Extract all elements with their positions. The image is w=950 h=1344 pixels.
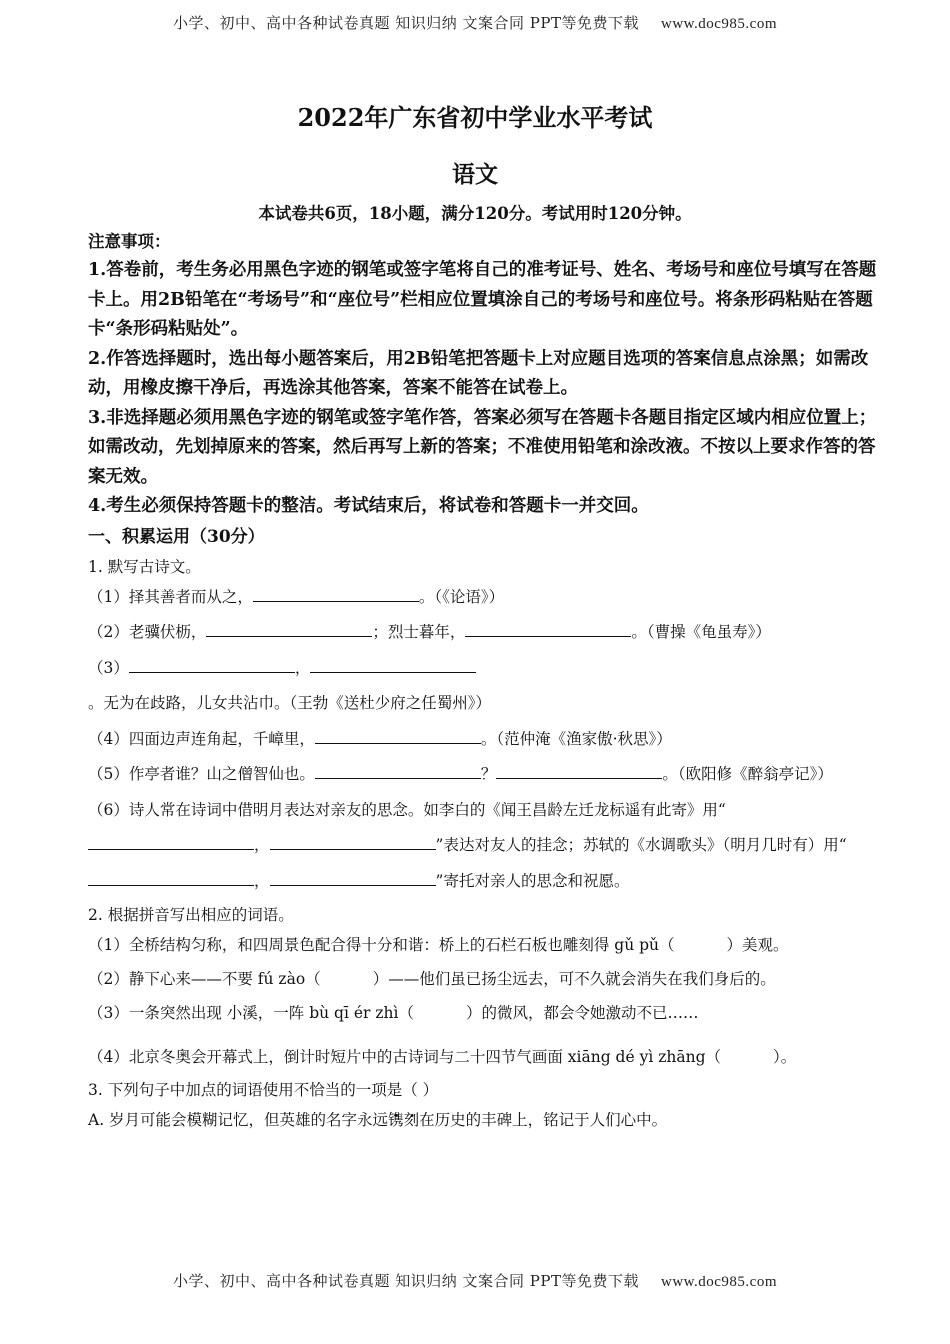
note-item: 2.作答选择题时，选出每小题答案后，用2B铅笔把答题卡上对应题目选项的答案信息点涂黑；如需改动，用橡皮擦干净后，再选涂其他答案，答案不能答在试卷上。 bbox=[88, 348, 869, 398]
section-heading: 一、积累运用（30分） bbox=[88, 526, 265, 547]
answer-blank[interactable] bbox=[315, 764, 481, 779]
note-item: 3.非选择题必须用黑色字迹的钢笔或签字笔作答，答案必须写在答题卡各题目指定区域内相应位置上；如需改动，先划掉原来的答案，然后再写上新的答案；不准使用铅笔和涂改液。不按以上要求作答的答案无效。 bbox=[88, 407, 877, 487]
dotted-char: 镌 bbox=[388, 1111, 404, 1129]
q1-item-1: （1）择其善者而从之， 。（《论语》） bbox=[88, 587, 505, 606]
answer-blank[interactable] bbox=[270, 871, 436, 886]
question-3-stem: 3. 下列句子中加点的词语使用不恰当的一项是（ ） bbox=[88, 1081, 439, 1099]
note-item: 4.考生必须保持答题卡的整洁。考试结束后，将试卷和答题卡一并交回。 bbox=[88, 496, 649, 516]
header-site[interactable]: www.doc985.com bbox=[660, 16, 777, 32]
answer-blank[interactable] bbox=[315, 729, 481, 744]
answer-blank[interactable] bbox=[465, 622, 631, 637]
page-footer bbox=[0, 1270, 950, 1291]
answer-blank[interactable] bbox=[310, 658, 476, 673]
exam-subject: 语文 bbox=[452, 161, 498, 188]
q2-item-4: （4）北京冬奥会开幕式上，倒计时短片中的古诗词与二十四节气画面 xiāng dé yì zhāng（ ）。 bbox=[88, 1048, 797, 1066]
answer-blank[interactable] bbox=[129, 658, 295, 673]
q3-option-a: A. 岁月可能会模糊记忆，但英雄的名字永远镌刻在历史的丰碑上，铭记于人们心中。 bbox=[88, 1111, 668, 1129]
answer-blank[interactable] bbox=[88, 871, 254, 886]
notes-heading: 注意事项： bbox=[88, 232, 171, 251]
page-header bbox=[0, 12, 950, 33]
q1-item-4: （4）四面边声连角起，千嶂里， 。（范仲淹《渔家傲·秋思》） bbox=[88, 729, 672, 748]
note-item: 1.答卷前，考生务必用黑色字迹的钢笔或签字笔将自己的准考证号、姓名、考场号和座位号填写在答题卡上。用2B铅笔在“考场号”和“座位号”栏相应位置填涂自己的考场号和座位号。将条形码粘贴在答题卡“条形码粘贴处”。 bbox=[88, 260, 877, 339]
question-1-stem: 1. 默写古诗文。 bbox=[88, 557, 201, 576]
answer-blank[interactable] bbox=[253, 587, 419, 602]
q1-item-5: （5）作亭者谁？山之僧智仙也。 ？ 。（欧阳修《醉翁亭记》） bbox=[88, 765, 833, 783]
q2-item-1: （1）全桥结构匀称，和四周景色配合得十分和谐：桥上的石栏石板也雕刻得 gǔ pǔ（ ）美观。 bbox=[88, 936, 789, 954]
exam-title: 2022年广东省初中学业水平考试 bbox=[297, 103, 653, 132]
dotted-char: 刻 bbox=[403, 1111, 420, 1129]
footer-site[interactable]: www.doc985.com bbox=[660, 1274, 777, 1290]
q1-item-2: （2）老骥伏枥， ；烈士暮年， 。（曹操《龟虽寿》） bbox=[88, 623, 771, 641]
exam-meta: 本试卷共6页，18小题，满分120分。考试用时120分钟。 bbox=[258, 204, 692, 223]
answer-blank[interactable] bbox=[206, 622, 372, 637]
q2-item-3: （3）一条突然出现 小溪，一阵 bù qī ér zhì（ ）的微风，都会令她激动不已…… bbox=[88, 1004, 699, 1022]
exam-content bbox=[88, 228, 878, 1137]
header-text: 小学、初中、高中各种试卷真题 知识归纳 文案合同 PPT等免费下载 bbox=[172, 14, 639, 32]
answer-blank[interactable] bbox=[88, 835, 254, 850]
q1-item-3: （3） ，。无为在歧路，儿女共沾巾。（王勃《送杜少府之任蜀州》） bbox=[88, 658, 492, 712]
answer-blank[interactable] bbox=[496, 764, 662, 779]
q1-item-6: （6）诗人常在诗词中借明月表达对亲友的思念。如李白的《闻王昌龄左迁龙标遥有此寄》用“， ”表达对友人的挂念；苏轼的《水调歌头》（明月几时有）用“， ”寄托对亲人的思念和祝愿。 bbox=[88, 800, 847, 890]
answer-blank[interactable] bbox=[270, 835, 436, 850]
footer-text: 小学、初中、高中各种试卷真题 知识归纳 文案合同 PPT等免费下载 bbox=[172, 1272, 639, 1290]
question-2-stem: 2. 根据拼音写出相应的词语。 bbox=[88, 906, 294, 924]
q2-item-2: （2）静下心来——不要 fú zào（ ）——他们虽已扬尘远去，可不久就会消失在我们身后的。 bbox=[88, 970, 776, 988]
